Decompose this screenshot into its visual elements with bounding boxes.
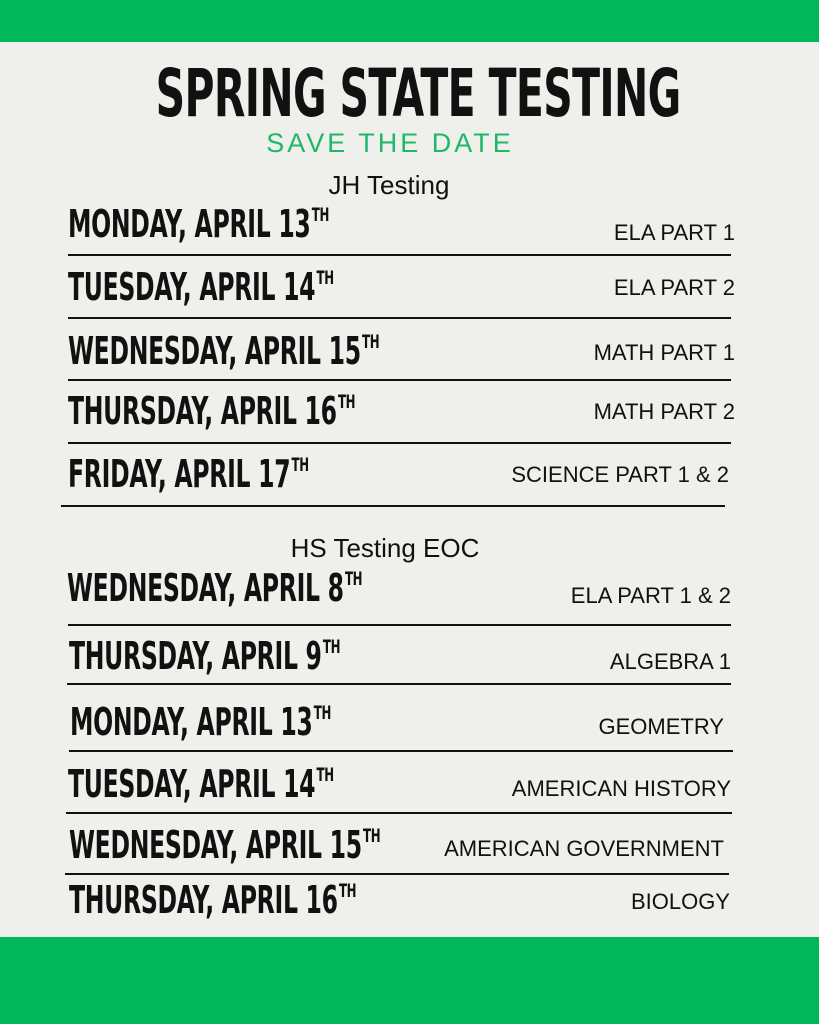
hs-row-subject: BIOLOGY: [630, 889, 730, 914]
row-divider: [69, 750, 733, 752]
row-divider: [68, 624, 731, 626]
jh-section-heading: JH Testing: [328, 170, 450, 200]
jh-row-subject: SCIENCE PART 1 & 2: [511, 462, 729, 487]
hs-row-subject: ALGEBRA 1: [609, 649, 731, 674]
save-the-date-subtitle: SAVE THE DATE: [266, 128, 514, 158]
hs-row-date: TUESDAY, APRIL 14TH: [68, 762, 334, 806]
row-divider: [68, 317, 731, 319]
hs-row-date: WEDNESDAY, APRIL 15TH: [69, 823, 381, 867]
row-divider: [67, 683, 731, 685]
row-divider: [68, 254, 731, 256]
row-divider: [68, 379, 731, 381]
jh-row-subject: MATH PART 1: [593, 340, 735, 365]
jh-row-date: MONDAY, APRIL 13TH: [68, 202, 330, 246]
hs-row-subject: AMERICAN HISTORY: [511, 776, 731, 801]
top-green-band: [0, 0, 819, 42]
hs-row-date: THURSDAY, APRIL 16TH: [69, 878, 357, 922]
hs-section-heading: HS Testing EOC: [290, 533, 480, 563]
hs-row-date: MONDAY, APRIL 13TH: [70, 700, 332, 744]
jh-row-subject: ELA PART 1: [613, 220, 735, 245]
jh-row-date: TUESDAY, APRIL 14TH: [68, 265, 334, 309]
row-divider: [65, 873, 729, 875]
jh-row-date: THURSDAY, APRIL 16TH: [68, 389, 356, 433]
hs-row-subject: ELA PART 1 & 2: [570, 583, 731, 608]
hs-row-subject: GEOMETRY: [598, 714, 724, 739]
bottom-green-band: [0, 937, 819, 1024]
row-divider: [61, 505, 725, 507]
hs-row-subject: AMERICAN GOVERNMENT: [444, 836, 724, 861]
row-divider: [68, 442, 731, 444]
jh-row-subject: MATH PART 2: [593, 399, 735, 424]
hs-row-date: THURSDAY, APRIL 9TH: [69, 634, 341, 678]
jh-row-date: WEDNESDAY, APRIL 15TH: [68, 329, 380, 373]
page-title: SPRING STATE TESTING: [155, 55, 681, 132]
jh-row-date: FRIDAY, APRIL 17TH: [68, 452, 309, 496]
row-divider: [66, 812, 732, 814]
hs-row-date: WEDNESDAY, APRIL 8TH: [67, 566, 363, 610]
jh-row-subject: ELA PART 2: [613, 275, 735, 300]
